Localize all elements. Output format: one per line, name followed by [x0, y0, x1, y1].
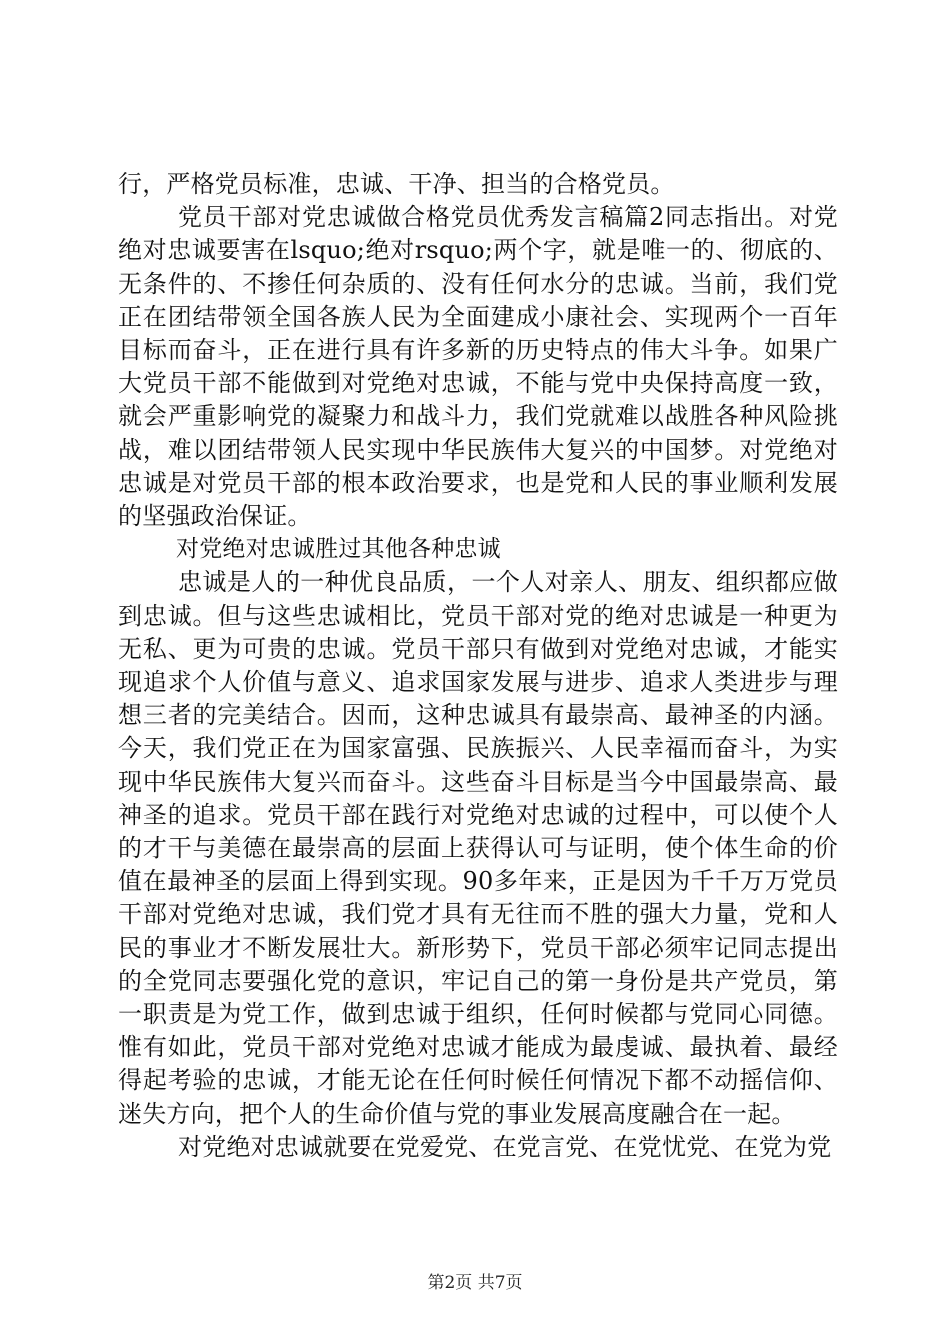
- paragraph-speech-intro: 党员干部对党忠诚做合格党员优秀发言稿篇2同志指出。对党绝对忠诚要害在lsquo;绝对rsquo;两个字，就是唯一的、彻底的、无条件的、不掺任何杂质的、没有任何水分的忠诚。当前，我们党正在团结带领全国各族人民为全面建成小康社会、实现两个一百年目标而奋斗，正在进行具有许多新的历史特点的伟大斗争。如果广大党员干部不能做到对党绝对忠诚，不能与党中央保持高度一致，就会严重影响党的凝聚力和战斗力，我们党就难以战胜各种风险挑战，难以团结带领人民实现中华民族伟大复兴的中国梦。对党绝对忠诚是对党员干部的根本政治要求，也是党和人民的事业顺利发展的坚强政治保证。: [118, 203, 838, 531]
- page-number: 第2页 共7页: [427, 1273, 523, 1293]
- section-heading: 对党绝对忠诚胜过其他各种忠诚: [176, 536, 501, 563]
- page-footer: [0, 1272, 950, 1294]
- paragraph-closing: 对党绝对忠诚就要在党爱党、在党言党、在党忧党、在党为党: [178, 1132, 832, 1161]
- document-body: [118, 168, 838, 1164]
- paragraph-continuation: 行，严格党员标准，忠诚、干净、担当的合格党员。: [118, 170, 675, 198]
- paragraph-loyalty: 忠诚是人的一种优良品质，一个人对亲人、朋友、组织都应做到忠诚。但与这些忠诚相比，党员干部对党的绝对忠诚是一种更为无私、更为可贵的忠诚。党员干部只有做到对党绝对忠诚，才能实现追求个人价值与意义、追求国家发展与进步、追求人类进步与理想三者的完美结合。因而，这种忠诚具有最崇高、最神圣的内涵。今天，我们党正在为国家富强、民族振兴、人民幸福而奋斗，为实现中华民族伟大复兴而奋斗。这些奋斗目标是当今中国最崇高、最神圣的追求。党员干部在践行对党绝对忠诚的过程中，可以使个人的才干与美德在最崇高的层面上获得认可与证明，使个体生命的价值在最神圣的层面上得到实现。90多年来，正是因为千千万万党员干部对党绝对忠诚，我们党才具有无往而不胜的强大力量，党和人民的事业才不断发展壮大。新形势下，党员干部必须牢记同志提出的全党同志要强化党的意识，牢记自己的第一身份是共产党员，第一职责是为党工作，做到忠诚于组织，任何时候都与党同心同德。惟有如此，党员干部对党绝对忠诚才能成为最虔诚、最执着、最经得起考验的忠诚，才能无论在任何时候任何情况下都不动摇信仰、迷失方向，把个人的生命价值与党的事业发展高度融合在一起。: [118, 568, 838, 1128]
